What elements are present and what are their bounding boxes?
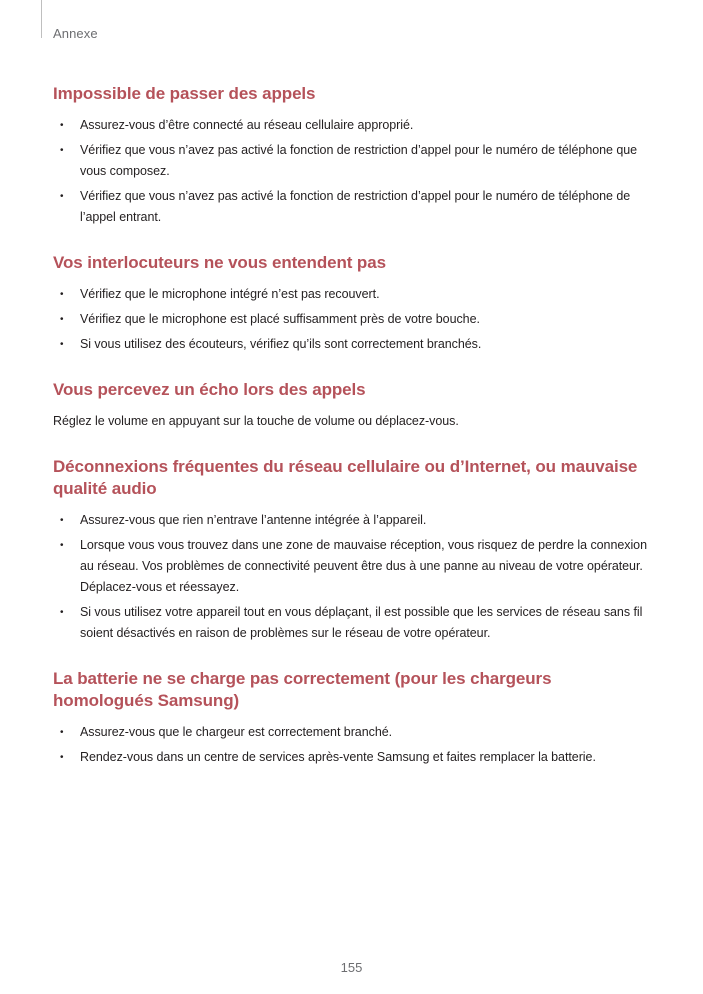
list-item-text: Assurez-vous que rien n’entrave l’antenne intégrée à l’appareil. bbox=[80, 513, 427, 527]
section-title: La batterie ne se charge pas correctement (pour les chargeurs homologués Samsung) bbox=[53, 669, 552, 710]
list-item bbox=[53, 186, 653, 228]
margin-rule bbox=[41, 0, 42, 38]
bullet-icon: • bbox=[60, 752, 64, 763]
list-item-text: Vérifiez que le microphone intégré n’est pas recouvert. bbox=[80, 287, 380, 301]
bullet-icon: • bbox=[60, 145, 64, 156]
list-item-text: Si vous utilisez des écouteurs, vérifiez qu’ils sont correctement branchés. bbox=[80, 337, 482, 351]
list-item-text: Assurez-vous que le chargeur est correctement branché. bbox=[80, 725, 393, 739]
list-item-text: Si vous utilisez votre appareil tout en vous déplaçant, il est possible que les services de réseau sans fil soient désactivés en raison de problèmes sur le réseau de votre opérateur. bbox=[80, 605, 643, 640]
bullet-icon: • bbox=[60, 339, 64, 350]
list-item bbox=[53, 334, 653, 355]
bullet-icon: • bbox=[60, 314, 64, 325]
page-content bbox=[53, 80, 653, 792]
list-item-text: Vérifiez que le microphone est placé suffisamment près de votre bouche. bbox=[80, 312, 480, 326]
list-item-text: Rendez-vous dans un centre de services après-vente Samsung et faites remplacer la batterie. bbox=[80, 750, 596, 764]
list-item bbox=[53, 284, 653, 305]
running-head: Annexe bbox=[53, 26, 98, 41]
page-number: 155 bbox=[340, 960, 363, 975]
list-item bbox=[53, 535, 653, 598]
bullet-list bbox=[53, 510, 653, 644]
section-title: Déconnexions fréquentes du réseau cellulaire ou d’Internet, ou mauvaise qualité audio bbox=[53, 457, 638, 498]
list-item-text: Lorsque vous vous trouvez dans une zone de mauvaise réception, vous risquez de perdre la connexion au réseau. Vos problèmes de connectivité peuvent être dus à une panne au niveau de votre opérateur. Déplacez-vous et réessayez. bbox=[80, 538, 647, 594]
section-battery bbox=[53, 668, 653, 768]
bullet-icon: • bbox=[60, 120, 64, 131]
list-item bbox=[53, 602, 653, 644]
section-title: Vos interlocuteurs ne vous entendent pas bbox=[53, 253, 386, 272]
section-title: Impossible de passer des appels bbox=[53, 84, 316, 103]
list-item-text: Vérifiez que vous n’avez pas activé la fonction de restriction d’appel pour le numéro de téléphone que vous composez. bbox=[80, 143, 638, 178]
bullet-icon: • bbox=[60, 191, 64, 202]
section-calls bbox=[53, 83, 653, 228]
section-network bbox=[53, 456, 653, 644]
list-item bbox=[53, 747, 653, 768]
list-item bbox=[53, 510, 653, 531]
list-item bbox=[53, 140, 653, 182]
list-item-text: Assurez-vous d’être connecté au réseau cellulaire approprié. bbox=[80, 118, 414, 132]
bullet-icon: • bbox=[60, 607, 64, 618]
section-title: Vous percevez un écho lors des appels bbox=[53, 380, 366, 399]
section-paragraph: Réglez le volume en appuyant sur la touche de volume ou déplacez-vous. bbox=[53, 414, 459, 428]
bullet-list bbox=[53, 115, 653, 228]
section-not-heard bbox=[53, 252, 653, 355]
bullet-list bbox=[53, 722, 653, 768]
bullet-list bbox=[53, 284, 653, 355]
bullet-icon: • bbox=[60, 289, 64, 300]
section-echo bbox=[53, 379, 653, 432]
bullet-icon: • bbox=[60, 727, 64, 738]
list-item bbox=[53, 115, 653, 136]
list-item-text: Vérifiez que vous n’avez pas activé la fonction de restriction d’appel pour le numéro de téléphone de l’appel entrant. bbox=[80, 189, 631, 224]
bullet-icon: • bbox=[60, 515, 64, 526]
list-item bbox=[53, 309, 653, 330]
list-item bbox=[53, 722, 653, 743]
bullet-icon: • bbox=[60, 540, 64, 551]
